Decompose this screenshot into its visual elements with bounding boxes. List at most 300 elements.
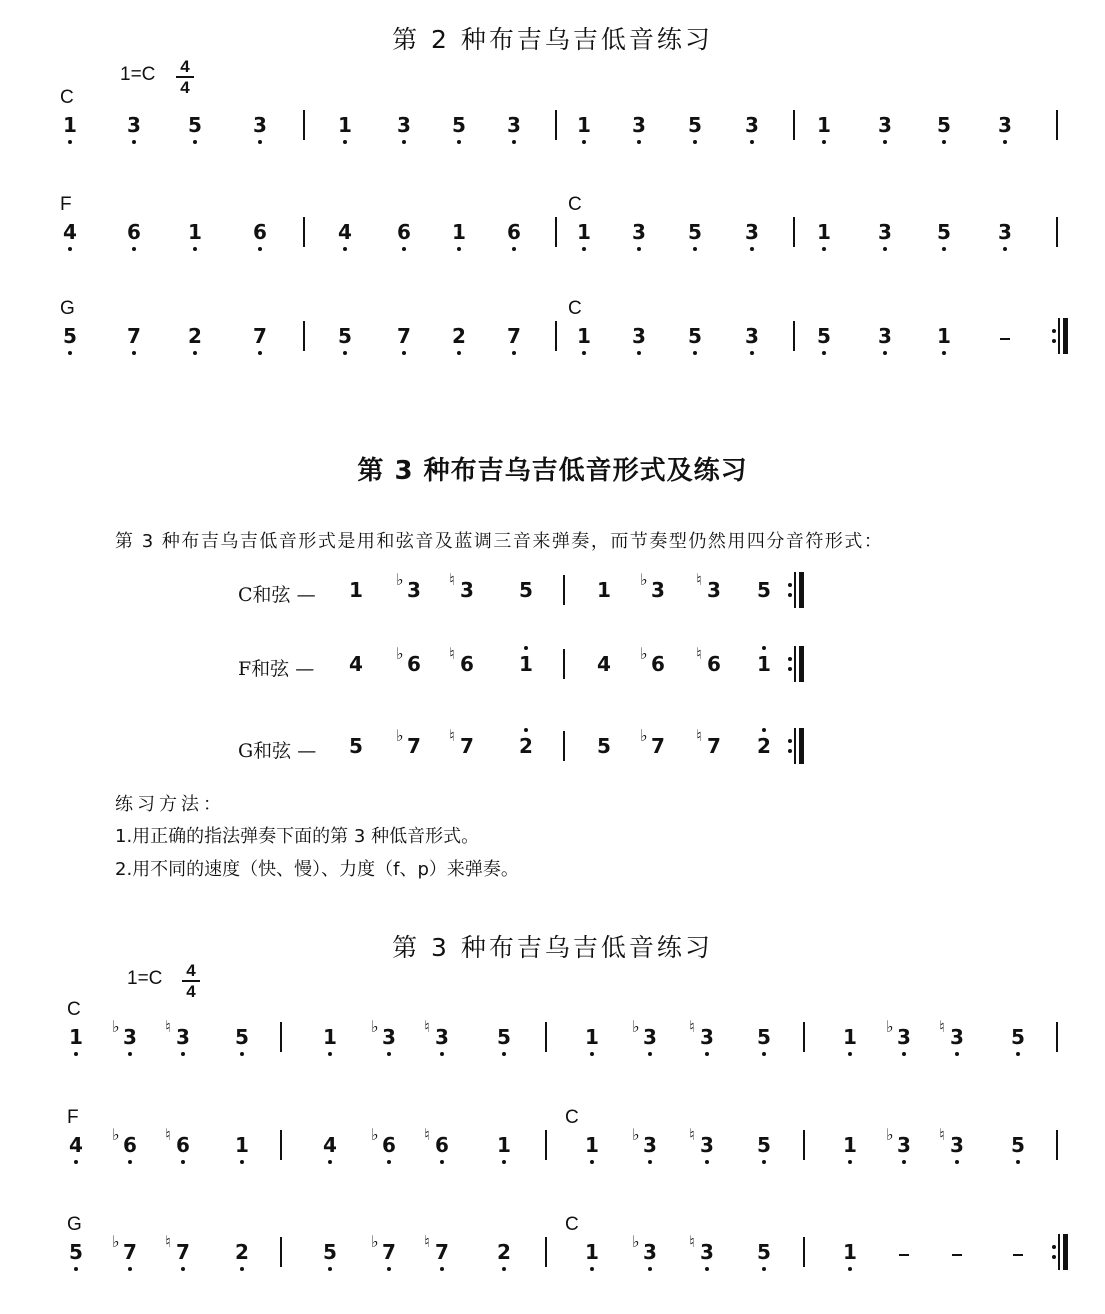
octave-dot (705, 1160, 709, 1164)
note-digit: 1 (452, 220, 466, 244)
note-digit: 3 (407, 578, 421, 602)
barline (803, 1130, 805, 1160)
note (689, 1125, 719, 1157)
octave-dot (193, 351, 197, 355)
note (183, 220, 207, 244)
note (230, 1240, 254, 1264)
note (683, 324, 707, 348)
natural-sign: ♮ (165, 1017, 171, 1036)
intro-text: 第 3 种布吉乌吉低音形式是用和弦音及蓝调三音来弹奏，而节奏型仍然用四分音符形式： (115, 531, 884, 552)
note-digit: 6 (707, 652, 721, 676)
note (932, 324, 956, 348)
note-digit: 1 (188, 220, 202, 244)
note-digit: 1 (235, 1133, 249, 1157)
octave-dot (502, 1160, 506, 1164)
note-digit: 5 (817, 324, 831, 348)
note (318, 1133, 342, 1157)
natural-sign: ♮ (696, 644, 702, 663)
note (449, 726, 479, 758)
octave-dot (582, 140, 586, 144)
natural-sign: ♮ (939, 1125, 945, 1144)
note-digit: 2 (519, 734, 533, 758)
thin-line (794, 728, 796, 764)
barline (1056, 1130, 1058, 1160)
note (696, 644, 726, 676)
flat-sign: ♭ (371, 1125, 379, 1144)
octave-dot (902, 1160, 906, 1164)
end-repeat-barline (788, 646, 806, 682)
thick-line (1063, 1234, 1068, 1270)
title-ex2: 第 2 种布吉乌吉低音练习 (392, 25, 713, 54)
note (592, 734, 616, 758)
method-item-1: 1.用正确的指法弹奏下面的第 3 种低音形式。 (115, 826, 480, 847)
note-digit: 1 (585, 1025, 599, 1049)
barline (1056, 1022, 1058, 1052)
note-digit: 1 (817, 220, 831, 244)
octave-dot (590, 1267, 594, 1271)
note (696, 570, 726, 602)
note (333, 324, 357, 348)
octave-dot (193, 140, 197, 144)
natural-sign: ♮ (424, 1125, 430, 1144)
octave-dot (955, 1160, 959, 1164)
note (492, 1133, 516, 1157)
note-digit: 7 (127, 324, 141, 348)
octave-dot (848, 1160, 852, 1164)
repeat-dot (1052, 329, 1056, 333)
note-digit: 3 (123, 1025, 137, 1049)
note (1006, 1025, 1030, 1049)
note (740, 113, 764, 137)
note (752, 1025, 776, 1049)
note-digit: 7 (407, 734, 421, 758)
octave-dot (705, 1267, 709, 1271)
note-digit: 3 (382, 1025, 396, 1049)
octave-dot (128, 1267, 132, 1271)
octave-dot (693, 351, 697, 355)
chord-symbol: C (565, 1214, 579, 1235)
octave-dot (705, 1052, 709, 1056)
note-digit: 3 (176, 1025, 190, 1049)
note (932, 113, 956, 137)
note-digit: 4 (597, 652, 611, 676)
note (627, 220, 651, 244)
octave-dot (258, 247, 262, 251)
repeat-dot (788, 749, 792, 753)
flat-sign: ♭ (112, 1125, 120, 1144)
octave-dot (328, 1052, 332, 1056)
note (514, 652, 538, 676)
natural-sign: ♮ (424, 1017, 430, 1036)
octave-dot (512, 140, 516, 144)
note-digit: 5 (69, 1240, 83, 1264)
barline (545, 1130, 547, 1160)
note (112, 1017, 142, 1049)
end-repeat-barline (788, 572, 806, 608)
note-digit: 3 (127, 113, 141, 137)
note-digit: 3 (745, 324, 759, 348)
octave-dot (582, 351, 586, 355)
note-digit: 3 (878, 220, 892, 244)
barline (555, 110, 557, 140)
note-digit: 3 (632, 113, 646, 137)
note (392, 113, 416, 137)
note-digit: 1 (817, 113, 831, 137)
octave-dot (1016, 1160, 1020, 1164)
note-digit: 5 (1011, 1133, 1025, 1157)
note (873, 220, 897, 244)
barline (545, 1237, 547, 1267)
repeat-dot (788, 583, 792, 587)
thick-line (799, 646, 804, 682)
note (64, 1025, 88, 1049)
note (449, 570, 479, 602)
note-digit: 7 (176, 1240, 190, 1264)
octave-dot (648, 1267, 652, 1271)
note (58, 324, 82, 348)
note-digit: 3 (700, 1240, 714, 1264)
note (812, 324, 836, 348)
note-digit: 4 (323, 1133, 337, 1157)
octave-dot (637, 140, 641, 144)
note (932, 220, 956, 244)
note-digit: 5 (519, 578, 533, 602)
note-digit: 3 (700, 1025, 714, 1049)
thin-line (794, 572, 796, 608)
octave-dot (883, 140, 887, 144)
note (424, 1017, 454, 1049)
note-digit: 1 (843, 1025, 857, 1049)
note (122, 324, 146, 348)
barline (803, 1022, 805, 1052)
octave-dot (132, 351, 136, 355)
note-digit: 5 (349, 734, 363, 758)
octave-dot (440, 1160, 444, 1164)
note (572, 220, 596, 244)
note-digit: 4 (63, 220, 77, 244)
title-form3: 第 3 种布吉乌吉低音形式及练习 (357, 456, 748, 486)
note-digit: 6 (253, 220, 267, 244)
note (886, 1125, 916, 1157)
note-digit: 5 (937, 113, 951, 137)
barline (555, 321, 557, 351)
barline (303, 321, 305, 351)
flat-sign: ♭ (112, 1232, 120, 1251)
note-digit: 7 (397, 324, 411, 348)
octave-dot (328, 1267, 332, 1271)
octave-dot (693, 140, 697, 144)
note-digit: 3 (998, 220, 1012, 244)
barline (545, 1022, 547, 1052)
end-repeat-barline (1052, 1234, 1070, 1270)
note-digit: 3 (878, 113, 892, 137)
note (580, 1025, 604, 1049)
octave-dot (762, 1267, 766, 1271)
note (502, 220, 526, 244)
thick-line (1063, 318, 1068, 354)
note-digit: 3 (397, 113, 411, 137)
chord-symbol: F (67, 1107, 79, 1128)
octave-dot (648, 1160, 652, 1164)
note-digit: 7 (123, 1240, 137, 1264)
note (396, 644, 426, 676)
flat-sign: ♭ (396, 570, 404, 589)
flat-sign: ♭ (632, 1017, 640, 1036)
note (333, 220, 357, 244)
natural-sign: ♮ (689, 1017, 695, 1036)
note (122, 113, 146, 137)
note-digit: 2 (188, 324, 202, 348)
note-digit: 7 (435, 1240, 449, 1264)
natural-sign: ♮ (449, 570, 455, 589)
note-digit: 7 (707, 734, 721, 758)
note-digit: 1 (843, 1240, 857, 1264)
note (812, 113, 836, 137)
note-digit: 7 (382, 1240, 396, 1264)
natural-sign: ♮ (449, 644, 455, 663)
repeat-dot (1052, 339, 1056, 343)
note (396, 570, 426, 602)
octave-dot (582, 247, 586, 251)
octave-dot (693, 247, 697, 251)
octave-dot (848, 1052, 852, 1056)
chord-symbol: C (67, 999, 81, 1020)
octave-dot (750, 140, 754, 144)
note-digit: 1 (338, 113, 352, 137)
note-digit: 3 (460, 578, 474, 602)
note-digit: 4 (349, 652, 363, 676)
note-digit: 6 (507, 220, 521, 244)
note (752, 734, 776, 758)
octave-dot (762, 646, 766, 650)
note-digit: 1 (843, 1133, 857, 1157)
note-digit: 3 (651, 578, 665, 602)
flat-sign: ♭ (112, 1017, 120, 1036)
note-digit: 6 (123, 1133, 137, 1157)
note-digit: 6 (397, 220, 411, 244)
octave-dot (193, 247, 197, 251)
note (344, 578, 368, 602)
natural-sign: ♮ (696, 570, 702, 589)
octave-dot (240, 1160, 244, 1164)
repeat-dot (788, 657, 792, 661)
note (344, 734, 368, 758)
note-digit: 1 (63, 113, 77, 137)
octave-dot (74, 1267, 78, 1271)
note (752, 1133, 776, 1157)
flat-sign: ♭ (632, 1232, 640, 1251)
note-digit: 3 (897, 1025, 911, 1049)
octave-dot (848, 1267, 852, 1271)
thin-line (794, 646, 796, 682)
note-digit: 3 (998, 113, 1012, 137)
octave-dot (1003, 247, 1007, 251)
note (449, 644, 479, 676)
note (689, 1232, 719, 1264)
octave-dot (181, 1052, 185, 1056)
note (248, 324, 272, 348)
method-item-2: 2.用不同的速度（快、慢）、力度（f、p）来弹奏。 (115, 859, 519, 880)
note (165, 1232, 195, 1264)
note-digit: 1 (937, 324, 951, 348)
note-digit: 3 (643, 1133, 657, 1157)
note-digit: 3 (700, 1133, 714, 1157)
natural-sign: ♮ (165, 1232, 171, 1251)
note (371, 1232, 401, 1264)
octave-dot (590, 1052, 594, 1056)
barline (1056, 110, 1058, 140)
key-signature-2: 1=C (127, 968, 163, 989)
note (112, 1125, 142, 1157)
octave-dot (902, 1052, 906, 1056)
thick-line (799, 728, 804, 764)
note (122, 220, 146, 244)
octave-dot (512, 351, 516, 355)
octave-dot (440, 1052, 444, 1056)
note (812, 220, 836, 244)
note (838, 1025, 862, 1049)
sustain-dash (1013, 1254, 1023, 1256)
octave-dot (502, 1052, 506, 1056)
note (640, 726, 670, 758)
flat-sign: ♭ (396, 644, 404, 663)
note (627, 324, 651, 348)
octave-dot (750, 351, 754, 355)
chord-row-label: G和弦 — (238, 740, 317, 762)
note-digit: 6 (382, 1133, 396, 1157)
note-digit: 5 (597, 734, 611, 758)
natural-sign: ♮ (689, 1125, 695, 1144)
octave-dot (68, 140, 72, 144)
octave-dot (240, 1267, 244, 1271)
octave-dot (822, 351, 826, 355)
note-digit: 5 (323, 1240, 337, 1264)
octave-dot (402, 351, 406, 355)
note (112, 1232, 142, 1264)
note (572, 324, 596, 348)
note (993, 113, 1017, 137)
note (752, 652, 776, 676)
note-digit: 7 (253, 324, 267, 348)
note-digit: 5 (688, 324, 702, 348)
octave-dot (955, 1052, 959, 1056)
note-digit: 7 (507, 324, 521, 348)
note (873, 324, 897, 348)
note (502, 113, 526, 137)
octave-dot (68, 247, 72, 251)
note (392, 324, 416, 348)
octave-dot (762, 728, 766, 732)
note (632, 1017, 662, 1049)
octave-dot (132, 140, 136, 144)
thin-line (1058, 1234, 1060, 1270)
octave-dot (637, 351, 641, 355)
note-digit: 1 (497, 1133, 511, 1157)
flat-sign: ♭ (640, 726, 648, 745)
note (683, 113, 707, 137)
note (344, 652, 368, 676)
note-digit: 1 (577, 113, 591, 137)
note-digit: 5 (452, 113, 466, 137)
note-digit: 5 (757, 1240, 771, 1264)
note-digit: 3 (632, 324, 646, 348)
sustain-dash (899, 1254, 909, 1256)
note (230, 1025, 254, 1049)
barline (280, 1237, 282, 1267)
note (318, 1240, 342, 1264)
barline (303, 217, 305, 247)
note-digit: 3 (950, 1025, 964, 1049)
note-digit: 1 (597, 578, 611, 602)
note (396, 726, 426, 758)
octave-dot (512, 247, 516, 251)
note-digit: 5 (757, 578, 771, 602)
octave-dot (942, 247, 946, 251)
note (230, 1133, 254, 1157)
natural-sign: ♮ (424, 1232, 430, 1251)
note (248, 113, 272, 137)
octave-dot (1016, 1052, 1020, 1056)
note-digit: 3 (253, 113, 267, 137)
octave-dot (750, 247, 754, 251)
note-digit: 1 (585, 1133, 599, 1157)
barline (1056, 217, 1058, 247)
note (886, 1017, 916, 1049)
octave-dot (258, 140, 262, 144)
note-digit: 5 (757, 1133, 771, 1157)
natural-sign: ♮ (689, 1232, 695, 1251)
octave-dot (68, 351, 72, 355)
note-digit: 3 (632, 220, 646, 244)
note (592, 578, 616, 602)
sustain-dash (952, 1254, 962, 1256)
sustain-dash (1000, 338, 1010, 340)
octave-dot (762, 1160, 766, 1164)
note-digit: 1 (519, 652, 533, 676)
octave-dot (942, 140, 946, 144)
note (318, 1025, 342, 1049)
note-digit: 3 (878, 324, 892, 348)
note (580, 1240, 604, 1264)
octave-dot (883, 247, 887, 251)
barline (563, 649, 565, 679)
note (592, 652, 616, 676)
flat-sign: ♭ (371, 1017, 379, 1036)
note-digit: 6 (460, 652, 474, 676)
chord-symbol: C (568, 298, 582, 319)
note-digit: 2 (452, 324, 466, 348)
note-digit: 5 (688, 220, 702, 244)
note (424, 1125, 454, 1157)
note (873, 113, 897, 137)
natural-sign: ♮ (165, 1125, 171, 1144)
octave-dot (822, 247, 826, 251)
flat-sign: ♭ (640, 644, 648, 663)
note (580, 1133, 604, 1157)
octave-dot (258, 351, 262, 355)
octave-dot (457, 140, 461, 144)
octave-dot (524, 646, 528, 650)
note (696, 726, 726, 758)
octave-dot (457, 351, 461, 355)
octave-dot (343, 140, 347, 144)
octave-dot (74, 1052, 78, 1056)
note-digit: 3 (435, 1025, 449, 1049)
note (447, 324, 471, 348)
repeat-dot (1052, 1245, 1056, 1249)
note-digit: 1 (69, 1025, 83, 1049)
note (838, 1133, 862, 1157)
